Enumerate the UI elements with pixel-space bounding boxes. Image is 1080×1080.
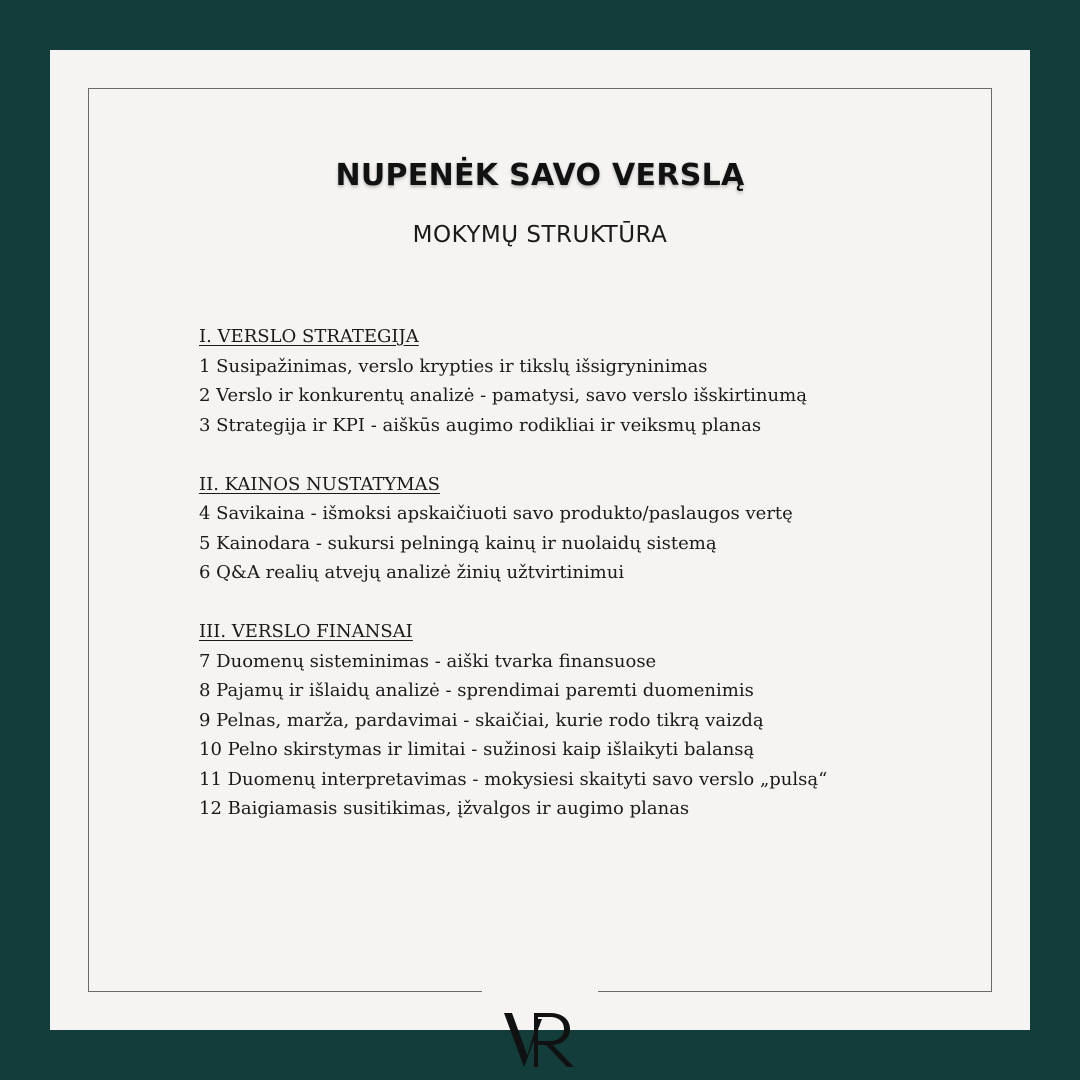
course-structure — [199, 322, 919, 853]
content-card — [50, 50, 1030, 1030]
frame-border-top — [88, 88, 992, 89]
list-item: 11 Duomenų interpretavimas - mokysiesi skaityti savo verslo „pulsą“ — [199, 768, 828, 790]
list-item: 5 Kainodara - sukursi pelningą kainų ir nuolaidų sistemą — [199, 532, 717, 554]
vr-monogram-icon — [490, 1005, 590, 1075]
list-item: 2 Verslo ir konkurentų analizė - pamatysi, savo verslo išskirtinumą — [199, 385, 807, 406]
section-heading: II. KAINOS NUSTATYMAS — [199, 473, 440, 495]
section-strategy — [199, 322, 919, 440]
frame-border-bottom-right — [598, 991, 992, 992]
list-item: 4 Savikaina - išmoksi apskaičiuoti savo produkto/paslaugos vertę — [199, 503, 793, 524]
list-item: 6 Q&A realių atvejų analizė žinių užtvirtinimui — [199, 562, 625, 583]
list-item: 1 Susipažinimas, verslo krypties ir tikslų išsigryninimas — [199, 355, 708, 377]
page-title: NUPENĖK SAVO VERSLĄ — [335, 158, 745, 193]
list-item: 10 Pelno skirstymas ir limitai - sužinosi kaip išlaikyti balansą — [199, 739, 755, 760]
list-item: 8 Pajamų ir išlaidų analizė - sprendimai paremti duomenimis — [199, 680, 754, 701]
section-pricing — [199, 470, 919, 588]
section-heading: III. VERSLO FINANSAI — [199, 621, 413, 642]
section-finance — [199, 617, 919, 824]
frame-border-bottom-left — [88, 991, 482, 992]
page-subtitle: MOKYMŲ STRUKTŪRA — [412, 222, 668, 248]
list-item: 3 Strategija ir KPI - aiškūs augimo rodikliai ir veiksmų planas — [199, 414, 762, 436]
section-heading: I. VERSLO STRATEGIJA — [199, 326, 419, 347]
list-item: 7 Duomenų sisteminimas - aiški tvarka finansuose — [199, 650, 657, 672]
list-item: 9 Pelnas, marža, pardavimai - skaičiai, kurie rodo tikrą vaizdą — [199, 709, 764, 731]
list-item: 12 Baigiamasis susitikimas, įžvalgos ir augimo planas — [199, 798, 690, 819]
